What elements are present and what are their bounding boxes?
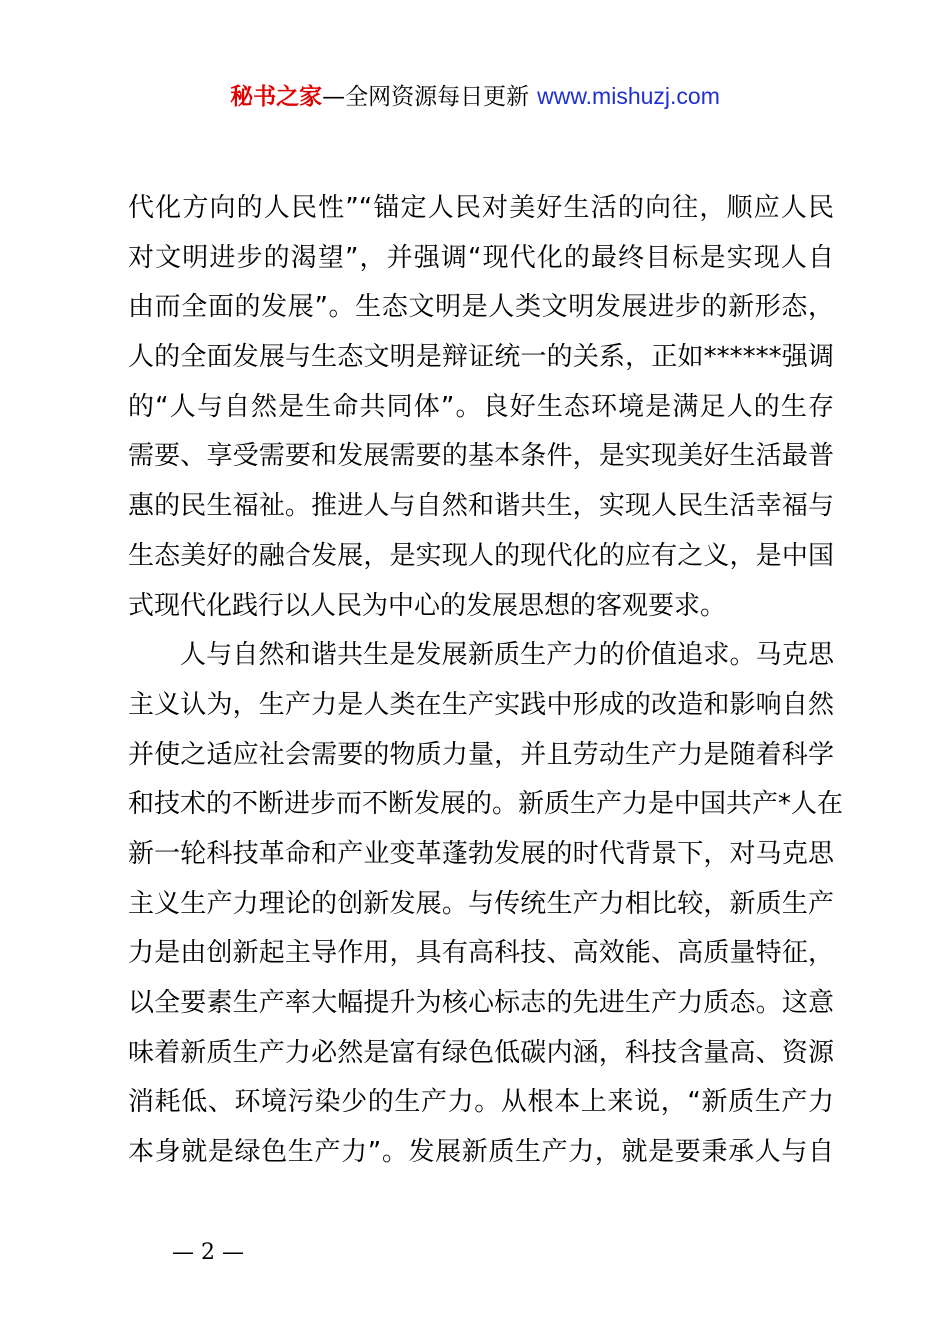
text-line: 人的全面发展与生态文明是辩证统一的关系，正如******强调: [128, 342, 834, 373]
page-number: — 2 —: [172, 1240, 244, 1265]
text-line: 由而全面的发展”。生态文明是人类文明发展进步的新形态，: [128, 292, 834, 323]
text-line: 人与自然和谐共生是发展新质生产力的价值追求。马克思: [180, 640, 834, 671]
text-line: 主义认为，生产力是人类在生产实践中形成的改造和影响自然: [128, 689, 834, 720]
paragraph-2: [128, 631, 844, 1178]
document-body: [128, 184, 844, 1178]
text-line: 新一轮科技革命和产业变革蓬勃发展的时代背景下，对马克思: [128, 838, 834, 869]
text-line: 代化方向的人民性”“锚定人民对美好生活的向往，顺应人民: [128, 193, 834, 223]
text-line: 本身就是绿色生产力”。发展新质生产力，就是要秉承人与自: [128, 1137, 834, 1168]
text-line: 主义生产力理论的创新发展。与传统生产力相比较，新质生产: [128, 888, 834, 919]
text-line: 需要、享受需要和发展需要的基本条件，是实现美好生活最普: [128, 441, 834, 472]
text-line: 并使之适应社会需要的物质力量，并且劳动生产力是随着科学: [128, 739, 834, 770]
brand-name: 秘书之家: [230, 84, 323, 110]
text-line: 生态美好的融合发展，是实现人的现代化的应有之义，是中国: [128, 540, 834, 571]
text-line: 惠的民生福祉。推进人与自然和谐共生，实现人民生活幸福与: [128, 491, 834, 522]
text-line: 和技术的不断进步而不断发展的。新质生产力是中国共产*人在: [128, 789, 844, 820]
paragraph-1: [128, 184, 834, 631]
text-line: 消耗低、环境污染少的生产力。从根本上来说，“新质生产力: [128, 1087, 834, 1118]
text-line: 式现代化践行以人民为中心的发展思想的客观要求。: [128, 590, 727, 621]
banner-tagline: —全网资源每日更新: [322, 84, 530, 110]
text-line: 力是由创新起主导作用，具有高科技、高效能、高质量特征，: [128, 938, 834, 969]
text-line: 的“人与自然是生命共同体”。良好生态环境是满足人的生存: [128, 391, 834, 422]
text-line: 对文明进步的渴望”，并强调“现代化的最终目标是实现人自: [128, 242, 834, 273]
text-line: 以全要素生产率大幅提升为核心标志的先进生产力质态。这意: [128, 988, 834, 1018]
text-line: 味着新质生产力必然是富有绿色低碳内涵，科技含量高、资源: [128, 1037, 834, 1068]
site-banner: [0, 80, 950, 113]
site-url-link[interactable]: www.mishuzj.com: [537, 83, 720, 109]
